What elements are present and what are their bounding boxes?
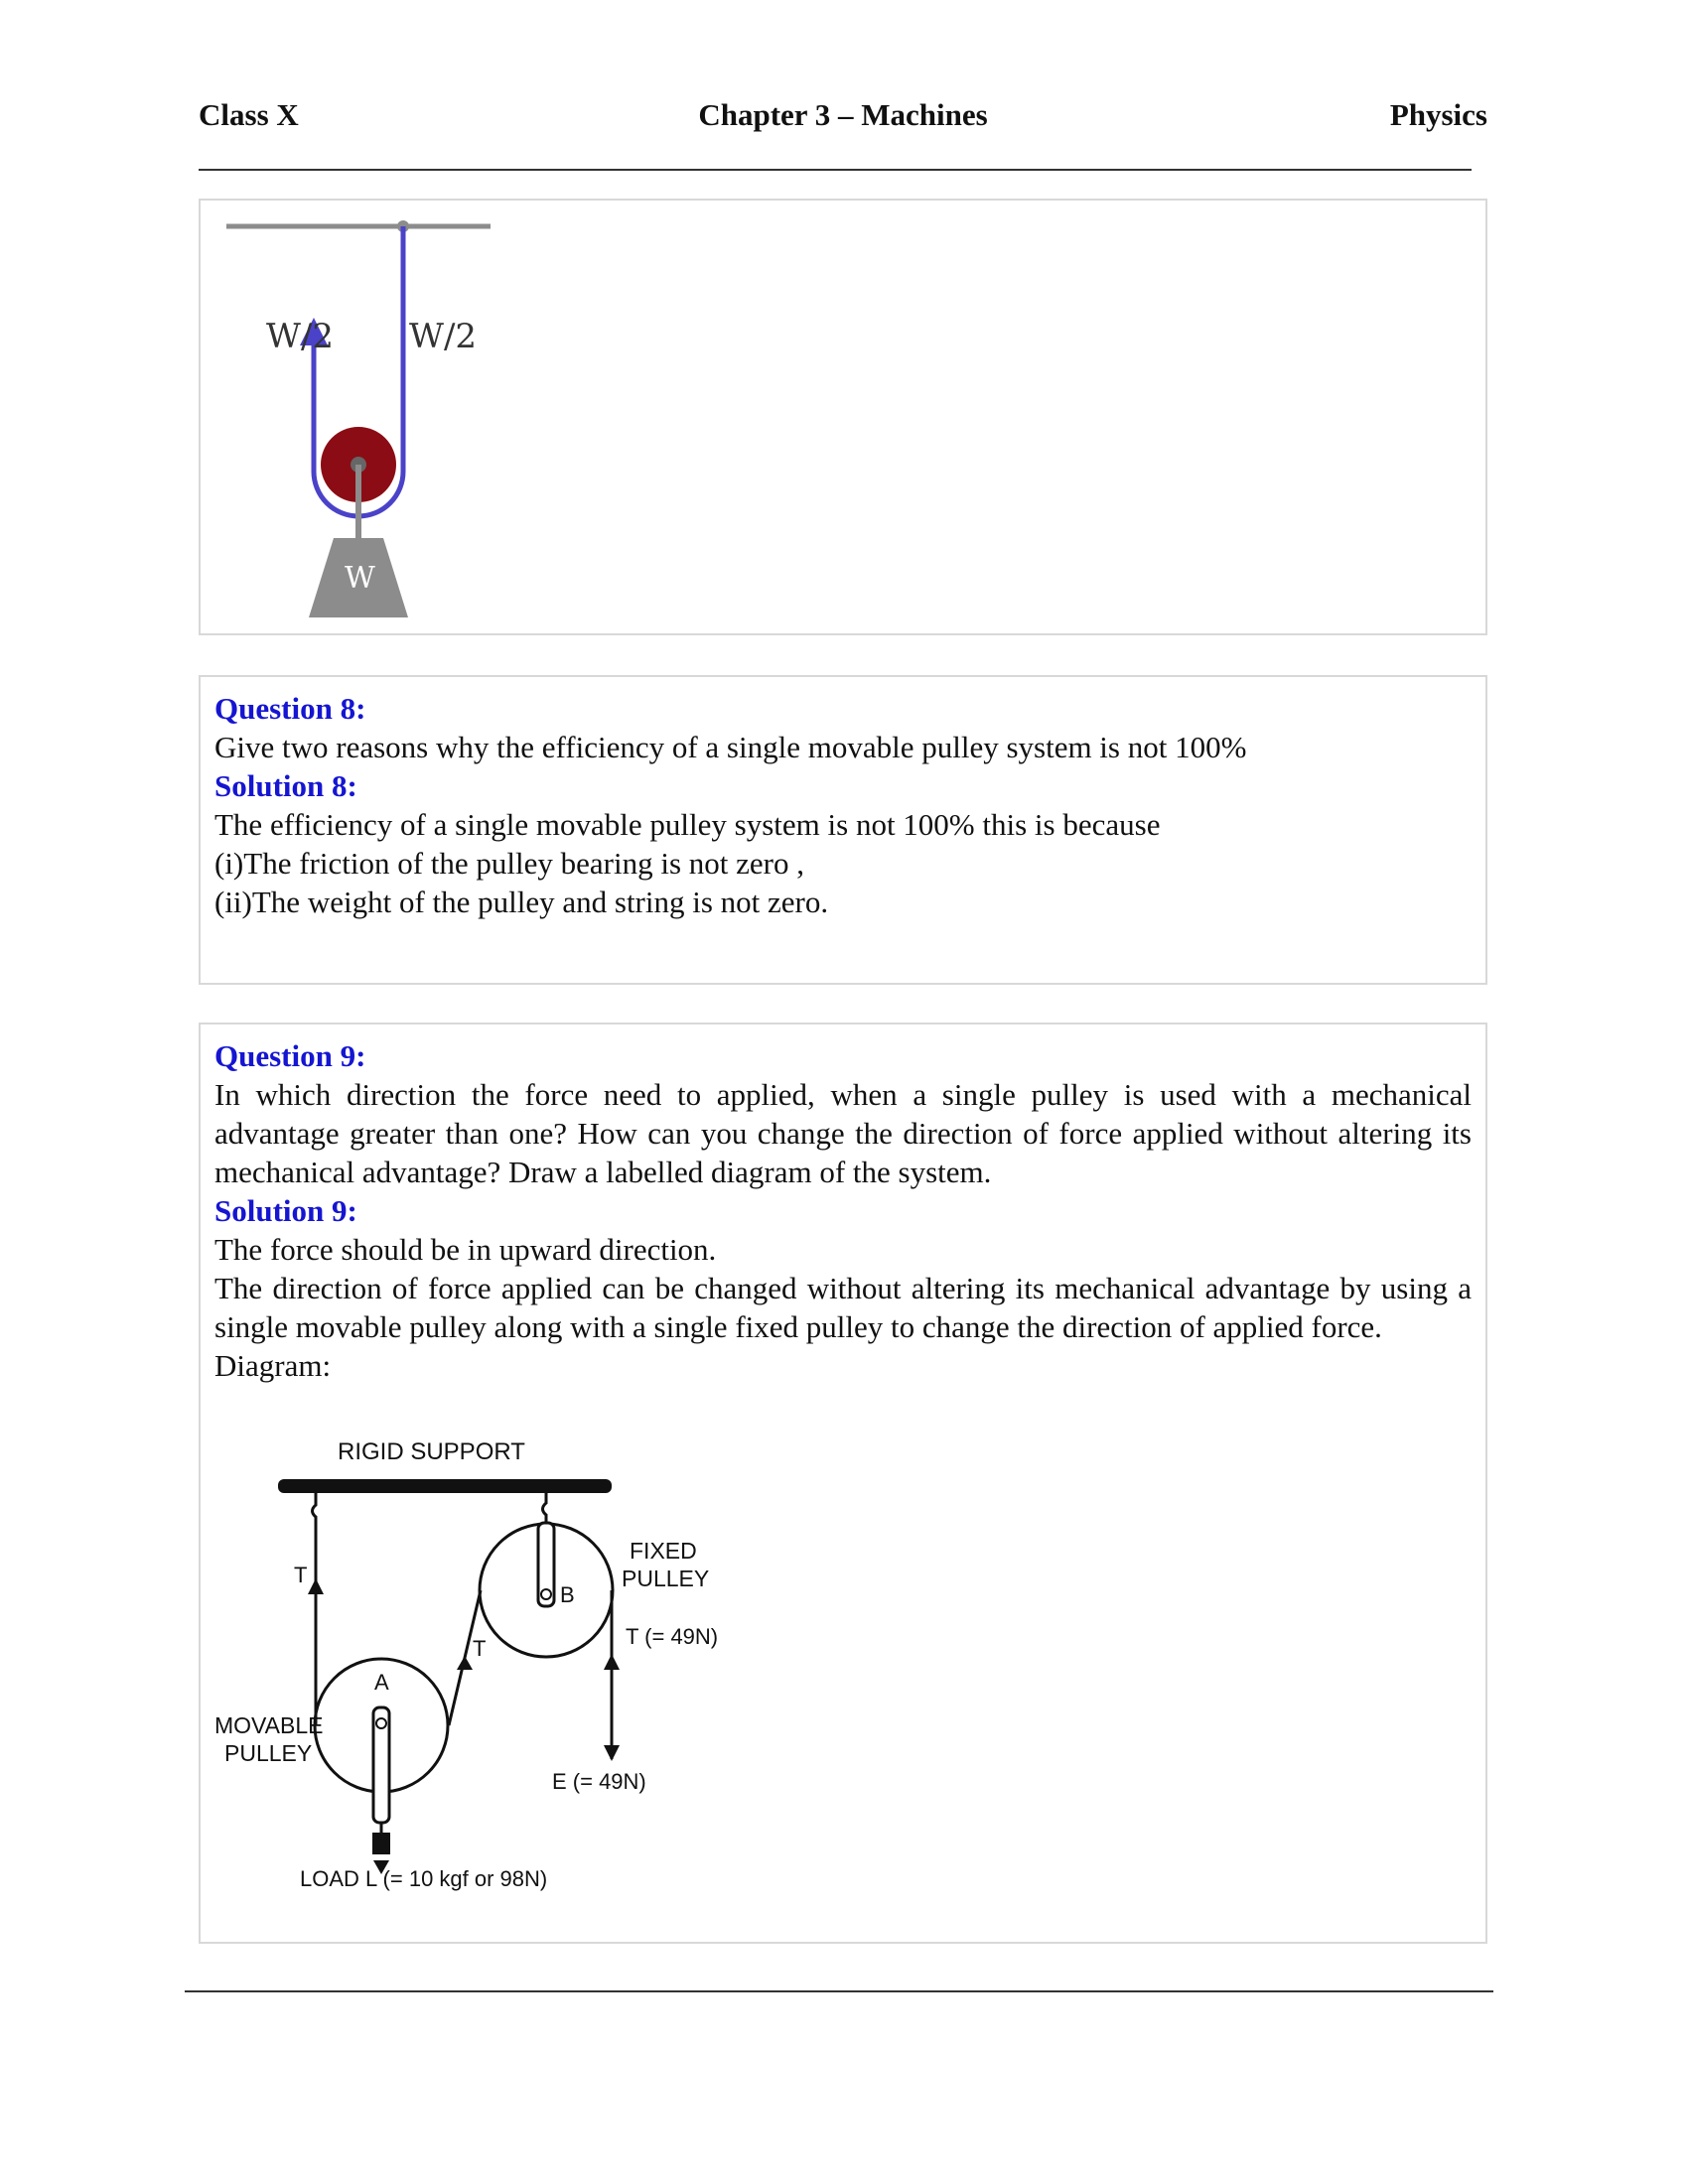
movable-pulley-diagram	[214, 210, 532, 627]
header-chapter: Chapter 3 – Machines	[698, 97, 988, 132]
question-8-box	[199, 675, 1487, 985]
solution-9-line-1: The force should be in upward direction.	[214, 1232, 717, 1267]
fixed-pulley-label-2: PULLEY	[622, 1566, 710, 1591]
solution-8-label: Solution 8:	[214, 768, 357, 803]
arrow-up-icon	[604, 1654, 620, 1670]
question-9-label: Question 9:	[214, 1038, 366, 1073]
header-class: Class X	[199, 97, 299, 132]
footer-divider	[185, 1990, 1493, 1992]
pulley-a-label: A	[374, 1670, 389, 1695]
load-label: LOAD L (= 10 kgf or 98N)	[300, 1866, 548, 1891]
solution-8-line: (ii)The weight of the pulley and string is not zero.	[214, 885, 829, 919]
fixed-pulley-label-1: FIXED	[630, 1538, 697, 1564]
diagram-caption: Diagram:	[214, 1348, 332, 1383]
hook-right-icon	[543, 1493, 547, 1523]
question-9-box	[199, 1023, 1487, 1944]
question-9-text: In which direction the force need to applied, when a single pulley is used with a mechanical advantage greater than one? How can you change the direction of force applied without altering its mechanical advantage? Draw a labelled diagram of the system.	[214, 1077, 1472, 1189]
pulley-b-label: B	[560, 1582, 575, 1607]
header-divider	[199, 169, 1472, 171]
effort-label: E (= 49N)	[552, 1769, 646, 1794]
solution-8-line: (i)The friction of the pulley bearing is not zero ,	[214, 846, 804, 881]
load-block	[372, 1833, 390, 1854]
solution-9-label: Solution 9:	[214, 1193, 357, 1228]
question-8-text: Give two reasons why the efficiency of a single movable pulley system is not 100%	[214, 730, 1247, 764]
hook-left-icon	[313, 1493, 317, 1527]
label-left-tension: W/2	[266, 317, 335, 356]
arrow-down-icon	[604, 1745, 620, 1761]
label-load: W	[345, 561, 375, 596]
movable-pulley-label-1: MOVABLE	[214, 1712, 324, 1738]
arrow-up-icon	[308, 1578, 324, 1594]
solution-9-paragraph: The direction of force applied can be changed without altering its mechanical advantage by using a single movable pulley along with a single fixed pulley to change the direction of applied force.	[214, 1271, 1472, 1344]
solution-8-text	[214, 805, 1472, 921]
label-right-tension: W/2	[409, 317, 478, 356]
arrow-up-icon	[457, 1656, 473, 1670]
solution-8-line: The efficiency of a single movable pulley system is not 100% this is because	[214, 807, 1161, 842]
movable-pulley-label-2: PULLEY	[224, 1740, 313, 1766]
tension-right-label: T (= 49N)	[626, 1624, 719, 1649]
header-subject: Physics	[1389, 97, 1487, 132]
tension-middle-label: T	[473, 1636, 487, 1661]
rigid-support-label: RIGID SUPPORT	[338, 1438, 525, 1465]
rigid-support-bar	[278, 1479, 612, 1493]
pulley-system-diagram	[214, 1420, 731, 1896]
tension-left-label: T	[294, 1563, 308, 1587]
figure-movable-pulley-box	[199, 199, 1487, 635]
question-8-label: Question 8:	[214, 691, 366, 726]
page-header	[199, 97, 1487, 137]
